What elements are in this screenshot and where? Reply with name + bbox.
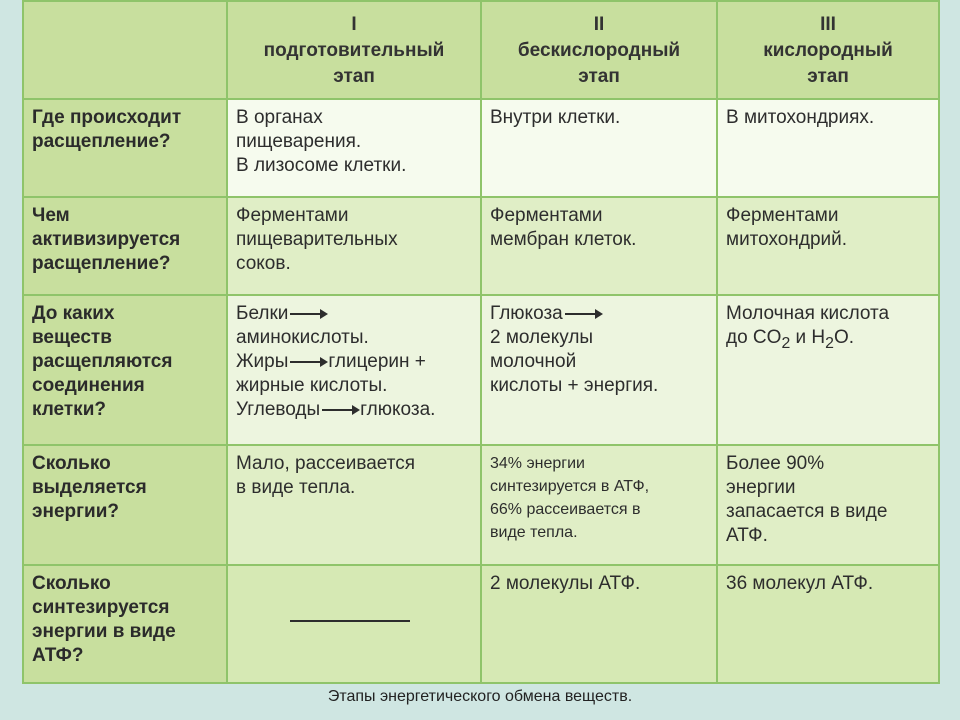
row-question: Сколько синтезируется энергии в виде АТФ? xyxy=(23,565,227,683)
row-question: Где происходит расщепление? xyxy=(23,99,227,197)
cell-stage-1 xyxy=(227,565,481,683)
cell-stage-2: 34% энергии синтезируется в АТФ, 66% рассеивается в виде тепла. xyxy=(481,445,717,565)
header-row xyxy=(23,1,939,99)
cell-stage-3: Более 90% энергии запасается в виде АТФ. xyxy=(717,445,939,565)
row-activation xyxy=(23,197,939,295)
empty-value-dash xyxy=(290,620,410,622)
row-question: До каких веществ расщепляются соединения клетки? xyxy=(23,295,227,445)
arrow-right-icon xyxy=(290,313,326,315)
cell-stage-2: Внутри клетки. xyxy=(481,99,717,197)
cell-stage-3: Молочная кислота до $CO_2$ и $H_2O$. xyxy=(717,295,939,445)
cell-stage-1: Ферментами пищеварительных соков. xyxy=(227,197,481,295)
cell-stage-2: Ферментами мембран клеток. xyxy=(481,197,717,295)
cell-stage-1: Белки аминокислоты. Жиры глицерин + жирные кислоты. Углеводы глюкоза. xyxy=(227,295,481,445)
row-where xyxy=(23,99,939,197)
cell-stage-3: В митохондриях. xyxy=(717,99,939,197)
header-stage-3: III кислородный этап xyxy=(717,1,939,99)
energy-metabolism-table xyxy=(22,0,940,684)
table-caption: Этапы энергетического обмена веществ. xyxy=(327,688,633,705)
cell-stage-3: Ферментами митохондрий. xyxy=(717,197,939,295)
arrow-right-icon xyxy=(565,313,601,315)
arrow-right-icon xyxy=(322,409,358,411)
cell-stage-2: 2 молекулы АТФ. xyxy=(481,565,717,683)
cell-stage-1: В органах пищеварения. В лизосоме клетки. xyxy=(227,99,481,197)
arrow-right-icon xyxy=(290,361,326,363)
cell-stage-1: Мало, рассеивается в виде тепла. xyxy=(227,445,481,565)
row-products xyxy=(23,295,939,445)
header-stage-2: II бескислородный этап xyxy=(481,1,717,99)
header-stage-1: I подготовительный этап xyxy=(227,1,481,99)
row-atp xyxy=(23,565,939,683)
row-energy-released xyxy=(23,445,939,565)
row-question: Сколько выделяется энергии? xyxy=(23,445,227,565)
header-empty xyxy=(23,1,227,99)
row-question: Чем активизируется расщепление? xyxy=(23,197,227,295)
cell-stage-2: Глюкоза 2 молекулы молочной кислоты + энергия. xyxy=(481,295,717,445)
cell-stage-3: 36 молекул АТФ. xyxy=(717,565,939,683)
